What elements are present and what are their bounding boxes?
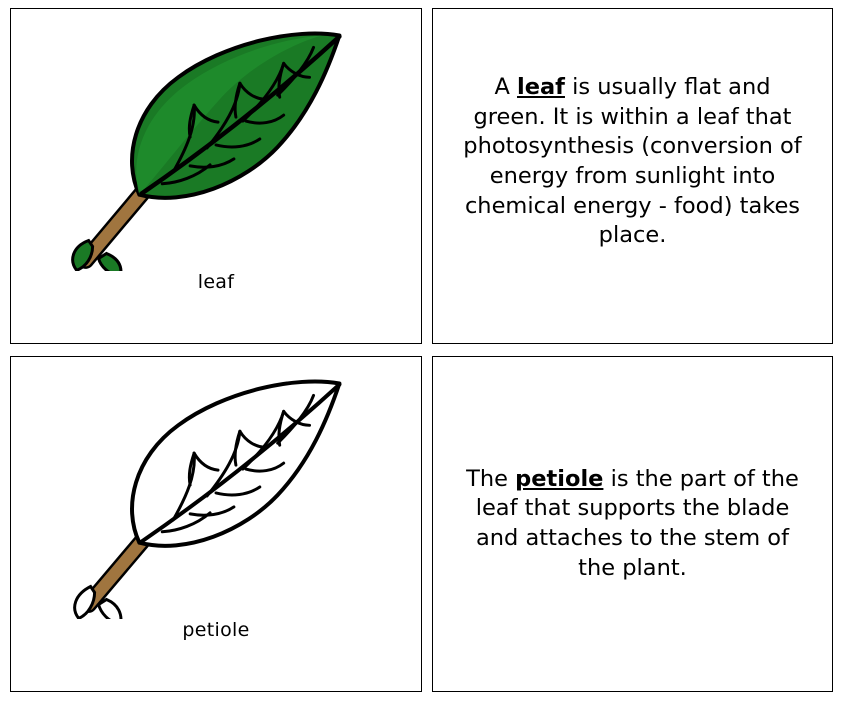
leaf-colored-illustration — [11, 9, 421, 271]
leaf-picture-caption: leaf — [197, 271, 235, 293]
leaf-definition-text — [459, 73, 806, 251]
petiole-picture-card — [10, 356, 422, 692]
petiole-definition-after: is the part of the leaf that supports the blade and attaches to the stem of the plant. — [475, 465, 799, 581]
leaf-definition-term: leaf — [517, 74, 565, 100]
petiole-definition-card — [432, 356, 833, 692]
leaf-picture-card — [10, 8, 422, 344]
leaf-definition-before: A — [494, 74, 518, 100]
leaf-definition-after: is usually flat and green. It is within a leaf that photosynthesis (conversion of energy from sunlight into chemical energy - food) takes place. — [463, 74, 802, 249]
leaf-outline-illustration — [11, 357, 421, 619]
petiole-definition-term: petiole — [515, 465, 604, 492]
petiole-definition-text — [459, 465, 806, 584]
petiole-picture-caption: petiole — [182, 619, 250, 641]
petiole-definition-before: The — [466, 465, 516, 492]
leaf-definition-card — [432, 8, 833, 344]
